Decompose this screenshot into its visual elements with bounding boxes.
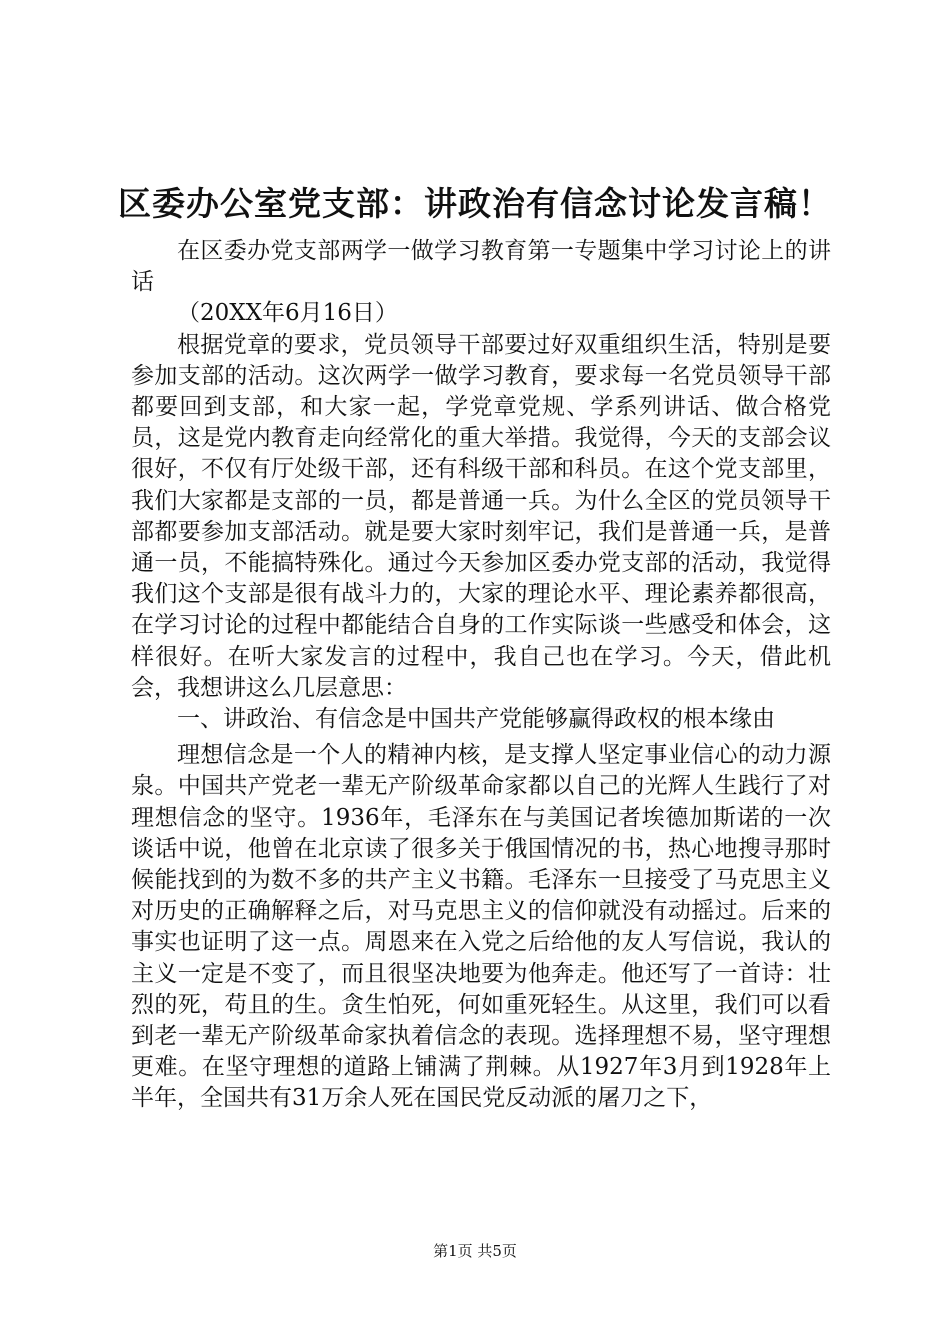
section-heading: 一、讲政治、有信念是中国共产党能够赢得政权的根本缘由 (177, 706, 775, 733)
page-number-footer: 第1页 共5页 (433, 1242, 517, 1260)
document-title: 区委办公室党支部：讲政治有信念讨论发言稿！ (118, 184, 832, 223)
speech-occasion: 在区委办党支部两学一做学习教育第一专题集中学习讨论上的讲话 (131, 238, 831, 296)
body-paragraph: 根据党章的要求，党员领导干部要过好双重组织生活，特别是要参加支部的活动。这次两学一做学习教育，要求每一名党员领导干部都要回到支部，和大家一起，学党章党规、学系列讲话、做合格党员，这是党内教育走向经常化的重大举措。我觉得，今天的支部会议很好，不仅有厅处级干部，还有科级干部和科员。在这个党支部里，我们大家都是支部的一员，都是普通一兵。为什么全区的党员领导干部都要参加支部活动。就是要大家时刻牢记，我们是普通一兵，是普通一员，不能搞特殊化。通过今天参加区委办党支部的活动，我觉得我们这个支部是很有战斗力的，大家的理论水平、理论素养都很高，在学习讨论的过程中都能结合自身的工作实际谈一些感受和体会，这样很好。在听大家发言的过程中，我自己也在学习。今天，借此机会，我想讲这么几层意思： (131, 331, 831, 701)
speech-date: （20XX年6月16日） (177, 300, 398, 327)
body-paragraph: 理想信念是一个人的精神内核，是支撑人坚定事业信心的动力源泉。中国共产党老一辈无产阶级革命家都以自己的光辉人生践行了对理想信念的坚守。1936年，毛泽东在与美国记者埃德加斯诺的一次谈话中说，他曾在北京读了很多关于俄国情况的书，热心地搜寻那时候能找到的为数不多的共产主义书籍。毛泽东一旦接受了马克思主义对历史的正确解释之后，对马克思主义的信仰就没有动摇过。后来的事实也证明了这一点。周恩来在入党之后给他的友人写信说，我认的主义一定是不变了，而且很坚决地要为他奔走。他还写了一首诗：壮烈的死，苟且的生。贪生怕死，何如重死轻生。从这里，我们可以看到老一辈无产阶级革命家执着信念的表现。选择理想不易，坚守理想更难。在坚守理想的道路上铺满了荆棘。从1927年3月到1928年上半年，全国共有31万余人死在国民党反动派的屠刀之下， (131, 742, 831, 1112)
document-body (131, 236, 831, 1115)
